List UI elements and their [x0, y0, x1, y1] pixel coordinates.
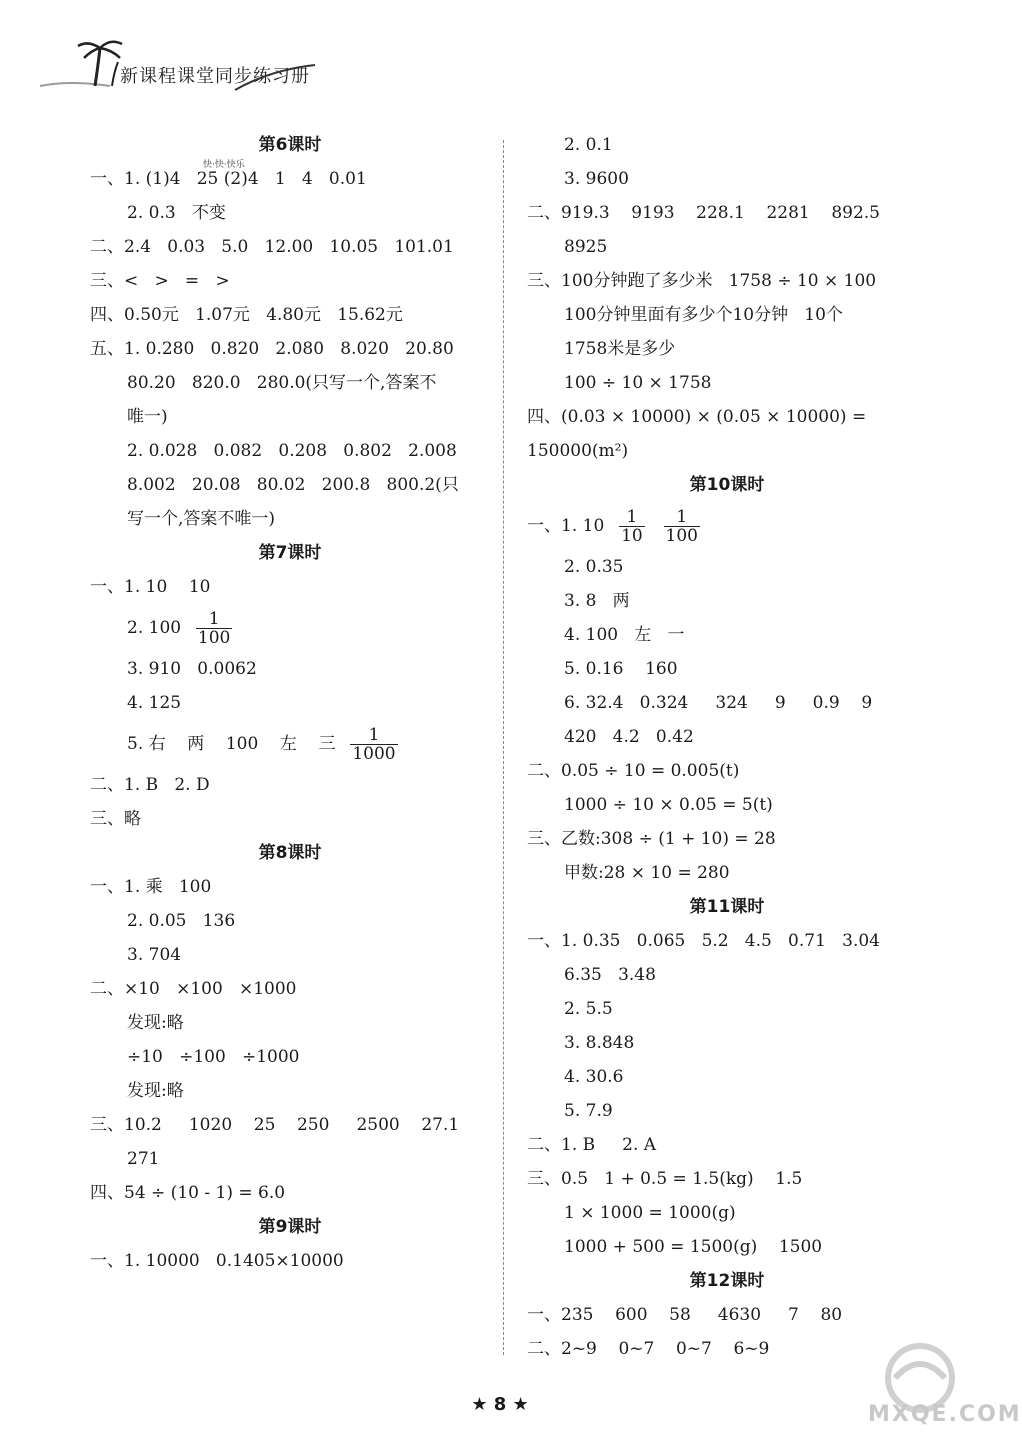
answer-line: 三、100分钟跑了多少米 1758 ÷ 10 × 100 — [527, 271, 877, 291]
answer-line: 2. 0.028 0.082 0.208 0.802 2.008 — [127, 441, 457, 461]
answer-line: 写一个,答案不唯一) — [127, 509, 276, 529]
answer-line: 四、0.50元 1.07元 4.80元 15.62元 — [90, 305, 403, 325]
answer-text: 5. 右 两 100 左 三 — [127, 734, 336, 754]
fraction-numerator: 1 — [619, 508, 645, 527]
fraction — [196, 610, 232, 647]
answer-line: 一、1. 0.35 0.065 5.2 4.5 0.71 3.04 — [527, 931, 880, 951]
section-title-8: 第8课时 — [258, 843, 322, 863]
section-title-12: 第12课时 — [689, 1271, 765, 1291]
answer-line: 2. 0.3 不变 — [127, 203, 226, 223]
answer-line: ÷10 ÷100 ÷1000 — [127, 1047, 300, 1067]
answer-line: 4. 125 — [127, 693, 182, 713]
answer-line: 5. 7.9 — [564, 1101, 613, 1121]
answer-line: 二、2~9 0~7 0~7 6~9 — [527, 1339, 770, 1359]
answer-line: 1000 ÷ 10 × 0.05 = 5(t) — [564, 795, 773, 815]
answer-line — [90, 604, 490, 652]
answer-line: 4. 30.6 — [564, 1067, 624, 1087]
answer-line: 3. 8 两 — [564, 591, 630, 611]
fraction — [664, 508, 700, 545]
fraction-numerator: 1 — [664, 508, 700, 527]
answer-line: 80.20 820.0 280.0(只写一个,答案不 — [127, 373, 437, 393]
answer-line: 150000(m²) — [527, 441, 629, 461]
answer-line: 一、1. 10 10 — [90, 577, 211, 597]
swoosh-icon — [230, 60, 320, 100]
section-title-6: 第6课时 — [258, 135, 322, 155]
answer-line: 五、1. 0.280 0.820 2.080 8.020 20.80 — [90, 339, 454, 359]
answer-line: 二、1. B 2. D — [90, 775, 210, 795]
answer-line: 发现:略 — [127, 1081, 184, 1101]
fraction-denominator: 100 — [665, 526, 698, 546]
answer-line: 2. 0.1 — [564, 135, 613, 155]
answer-line: 四、54 ÷ (10 - 1) = 6.0 — [90, 1183, 286, 1203]
fraction-denominator: 100 — [197, 628, 231, 648]
answer-text: 2. 100 — [127, 618, 182, 638]
answer-line: 一、1. 乘 100 — [90, 877, 212, 897]
answer-line: 5. 0.16 160 — [564, 659, 678, 679]
fraction — [619, 508, 645, 545]
stamp-text: 快·快·快乐 — [203, 160, 245, 170]
answer-line: 三、0.5 1 + 0.5 = 1.5(kg) 1.5 — [527, 1169, 803, 1189]
answer-line: 发现:略 — [127, 1013, 184, 1033]
answer-line: 二、1. B 2. A — [527, 1135, 657, 1155]
page-header — [0, 0, 1000, 110]
answer-line: 三、< > = > — [90, 271, 230, 291]
answer-line: 3. 704 — [127, 945, 182, 965]
answer-text: 一、1. 10 — [527, 516, 605, 536]
answer-line — [90, 720, 490, 768]
section-title-7: 第7课时 — [258, 543, 322, 563]
answer-line: 1 × 1000 = 1000(g) — [564, 1203, 736, 1223]
fraction-numerator: 1 — [196, 610, 232, 629]
page-number: ★ 8 ★ — [471, 1394, 529, 1415]
answer-line: 8925 — [564, 237, 608, 257]
answer-line: 一、1. 10000 0.1405×10000 — [90, 1251, 344, 1271]
answer-line — [527, 502, 927, 550]
page-number-value: 8 — [493, 1394, 507, 1415]
answer-line: 100分钟里面有多少个10分钟 10个 — [564, 305, 843, 325]
answer-line: 2. 0.05 136 — [127, 911, 236, 931]
answer-line: 一、1. (1)4 25 (2)4 1 4 0.01 — [90, 169, 367, 189]
answer-line: 三、乙数:308 ÷ (1 + 10) = 28 — [527, 829, 776, 849]
palm-tree-icon — [40, 36, 130, 96]
answer-line: 3. 8.848 — [564, 1033, 635, 1053]
answer-line: 3. 910 0.0062 — [127, 659, 257, 679]
answer-line: 100 ÷ 10 × 1758 — [564, 373, 712, 393]
answer-line: 甲数:28 × 10 = 280 — [564, 863, 730, 883]
answer-line: 1758米是多少 — [564, 339, 676, 359]
book-title: 新课程课堂同步练习册 — [120, 66, 310, 87]
section-title-10: 第10课时 — [689, 475, 765, 495]
answer-line: 二、919.3 9193 228.1 2281 892.5 — [527, 203, 880, 223]
answer-line: 3. 9600 — [564, 169, 629, 189]
left-column — [90, 128, 490, 1278]
answer-line: 271 — [127, 1149, 160, 1169]
answer-line: 三、略 — [90, 809, 141, 829]
answer-line: 二、×10 ×100 ×1000 — [90, 979, 297, 999]
answer-line: 四、(0.03 × 10000) × (0.05 × 10000) = — [527, 407, 867, 427]
answer-line: 1000 + 500 = 1500(g) 1500 — [564, 1237, 823, 1257]
fraction — [350, 726, 397, 763]
answer-line: 二、2.4 0.03 5.0 12.00 10.05 101.01 — [90, 237, 454, 257]
fraction-denominator: 10 — [621, 526, 643, 546]
answer-line: 4. 100 左 一 — [564, 625, 685, 645]
fraction-numerator: 1 — [350, 726, 397, 745]
answer-line: 6. 32.4 0.324 324 9 0.9 9 — [564, 693, 873, 713]
fraction-denominator: 1000 — [352, 744, 396, 764]
answer-line: 唯一) — [127, 407, 168, 427]
watermark-text: MXQE.COM — [868, 1402, 1022, 1427]
answer-line: 6.35 3.48 — [564, 965, 656, 985]
answer-line: 二、0.05 ÷ 10 = 0.005(t) — [527, 761, 740, 781]
section-title-9: 第9课时 — [258, 1217, 322, 1237]
answer-line: 2. 0.35 — [564, 557, 624, 577]
answer-line: 8.002 20.08 80.02 200.8 800.2(只 — [127, 475, 459, 495]
answer-line: 2. 5.5 — [564, 999, 613, 1019]
answer-line: 三、10.2 1020 25 250 2500 27.1 — [90, 1115, 460, 1135]
right-column — [527, 128, 927, 1366]
section-title-11: 第11课时 — [689, 897, 765, 917]
answer-line: 420 4.2 0.42 — [564, 727, 694, 747]
column-divider — [503, 140, 504, 1355]
answer-line: 一、235 600 58 4630 7 80 — [527, 1305, 843, 1325]
